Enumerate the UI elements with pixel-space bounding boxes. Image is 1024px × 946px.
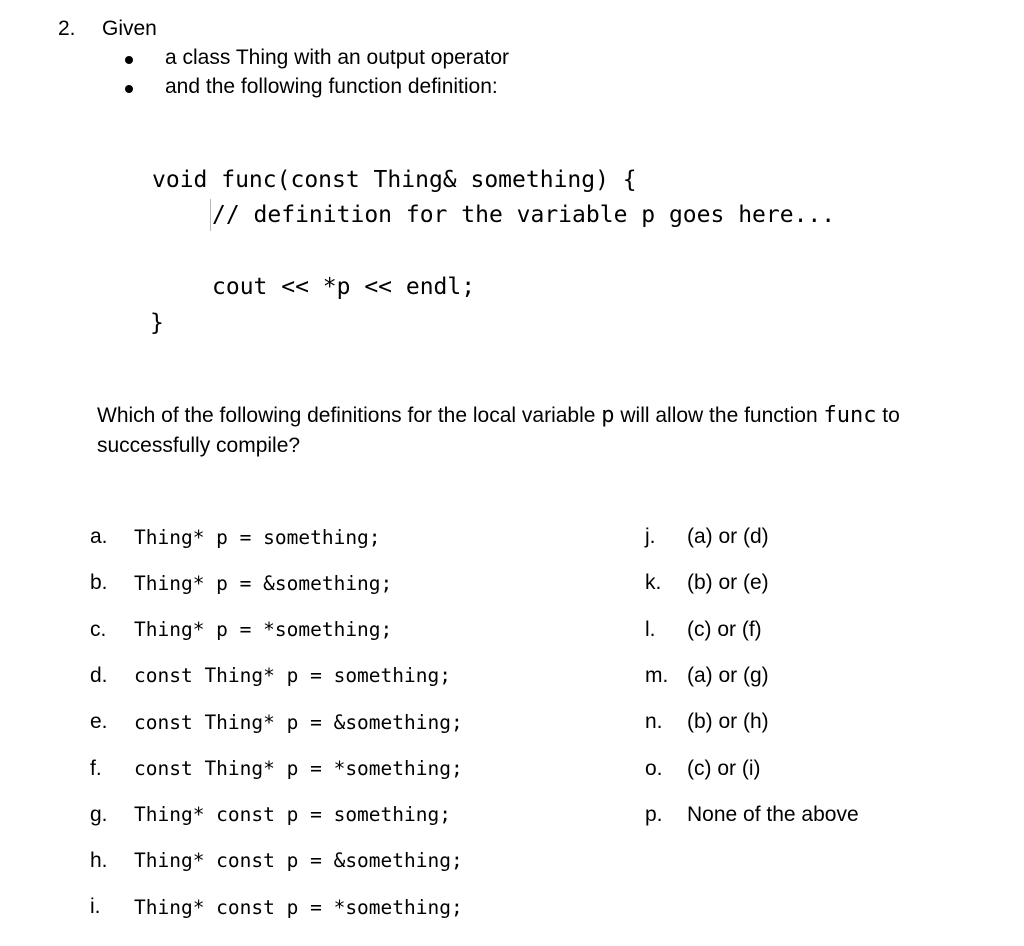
option-letter: f. [90, 757, 102, 780]
option-text: (c) or (f) [687, 618, 762, 641]
option-code: Thing* p = *something; [134, 618, 393, 641]
option-letter: i. [90, 895, 101, 918]
option-letter: o. [645, 757, 663, 780]
bullet-dot [125, 56, 133, 64]
option-code: const Thing* p = something; [134, 664, 451, 687]
option-letter: m. [645, 664, 669, 687]
option-letter: h. [90, 849, 108, 872]
option-code: Thing* p = &something; [134, 572, 393, 595]
question-prompt [97, 403, 900, 428]
code-line: cout << *p << endl; [212, 274, 476, 300]
option-letter: p. [645, 803, 663, 826]
option-code: const Thing* p = *something; [134, 757, 463, 780]
bullet-text: a class Thing with an output operator [165, 46, 509, 69]
option-letter: l. [645, 618, 656, 641]
option-text: (c) or (i) [687, 757, 761, 780]
prompt-text: to [876, 404, 900, 427]
option-letter: c. [90, 618, 107, 641]
question-number: 2. [58, 17, 76, 40]
option-letter: d. [90, 664, 108, 687]
bullet-dot [125, 85, 133, 93]
option-letter: k. [645, 571, 662, 594]
option-letter: n. [645, 710, 663, 733]
prompt-text: successfully compile? [97, 434, 301, 457]
prompt-function: func [823, 403, 877, 428]
option-text: (b) or (e) [687, 571, 769, 594]
code-line: // definition for the variable p goes here... [212, 202, 836, 228]
option-letter: a. [90, 525, 108, 548]
option-letter: g. [90, 803, 108, 826]
code-line: } [150, 310, 164, 336]
option-code: Thing* const p = *something; [134, 896, 463, 919]
prompt-text: will allow the function [614, 404, 824, 427]
option-letter: b. [90, 571, 108, 594]
option-text: (b) or (h) [687, 710, 769, 733]
option-text: (a) or (d) [687, 525, 769, 548]
bullet-text: and the following function definition: [165, 75, 498, 98]
option-code: Thing* p = something; [134, 526, 381, 549]
option-code: Thing* const p = something; [134, 803, 451, 826]
option-text: None of the above [687, 803, 859, 826]
prompt-text: Which of the following definitions for the local variable [97, 404, 602, 427]
option-code: const Thing* p = &something; [134, 711, 463, 734]
text-cursor [210, 199, 211, 231]
question-heading: Given [102, 17, 157, 40]
code-line: void func(const Thing& something) { [152, 167, 637, 193]
option-code: Thing* const p = &something; [134, 849, 463, 872]
option-text: (a) or (g) [687, 664, 769, 687]
prompt-variable: p [601, 403, 615, 428]
option-letter: j. [645, 525, 656, 548]
option-letter: e. [90, 710, 108, 733]
